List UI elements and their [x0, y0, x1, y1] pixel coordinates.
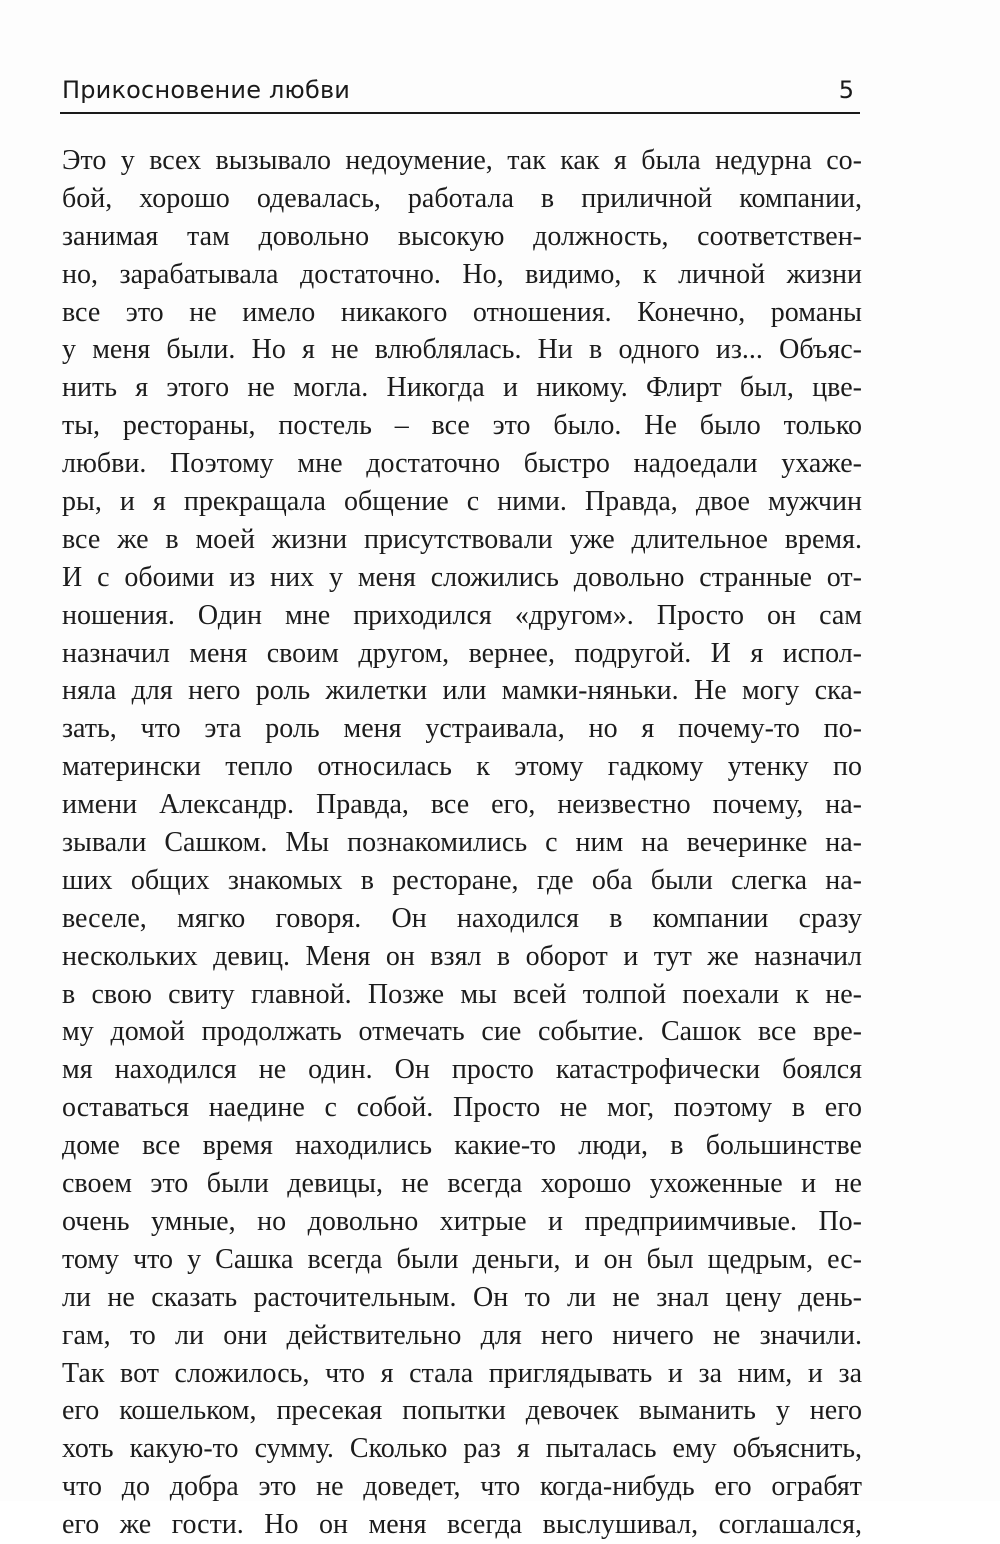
text-line: зывали Сашком. Мы познакомились с ним на вечеринке на- — [62, 827, 862, 859]
text-line: мя находился не один. Он просто катастрофически боялся — [62, 1054, 862, 1086]
text-line: зать, что эта роль меня устраивала, но я почему-то по- — [62, 713, 862, 745]
text-line: все это не имело никакого отношения. Конечно, романы — [62, 296, 862, 328]
text-line: ших общих знакомых в ресторане, где оба были слегка на- — [62, 864, 862, 896]
text-line: ты, рестораны, постель – все это было. Не было только — [62, 410, 862, 442]
text-line: доме все время находились какие-то люди, в большинстве — [62, 1130, 862, 1162]
text-line: хоть какую-то сумму. Сколько раз я пыталась ему объяснить, — [62, 1433, 862, 1465]
text-line: своем это были девицы, не всегда хорошо ухоженные и не — [62, 1168, 862, 1200]
text-line: все же в моей жизни присутствовали уже длительное время. — [62, 523, 862, 555]
text-line: гам, то ли они действительно для него ничего не значили. — [62, 1319, 862, 1351]
text-line: тому что у Сашка всегда были деньги, и он был щедрым, ес- — [62, 1243, 862, 1275]
text-line: Это у всех вызывало недоумение, так как я была недурна со- — [62, 145, 862, 176]
text-line: оставаться наедине с собой. Просто не мог, поэтому в его — [62, 1092, 862, 1124]
text-line: матерински тепло относилась к этому гадкому утенку по — [62, 751, 862, 783]
text-line: что до добра это не доведет, что когда-нибудь его ограбят — [62, 1471, 862, 1503]
running-header — [60, 76, 860, 114]
text-line: бой, хорошо одевалась, работала в приличной компании, — [62, 182, 862, 214]
running-title: Прикосновение любви — [62, 76, 351, 104]
text-line: ры, и я прекращала общение с ними. Правда, двое мужчин — [62, 486, 862, 518]
text-line: его кошельком, пресекая попытки девочек выманить у него — [62, 1395, 862, 1427]
text-line: любви. Поэтому мне достаточно быстро надоедали ухаже- — [62, 448, 862, 480]
text-line: назначил меня своим другом, вернее, подругой. И я испол- — [62, 637, 862, 669]
text-line: нить я этого не могла. Никогда и никому. Флирт был, цве- — [62, 372, 862, 404]
text-line: в свою свиту главной. Позже мы всей толпой поехали к не- — [62, 978, 862, 1010]
text-line: му домой продолжать отмечать сие событие. Сашок все вре- — [62, 1016, 862, 1048]
text-line: его же гости. Но он меня всегда выслушивал, соглашался, — [62, 1509, 862, 1541]
text-line: няла для него роль жилетки или мамки-няньки. Не могу ска- — [62, 675, 862, 707]
text-line: ношения. Один мне приходился «другом». Просто он сам — [62, 599, 862, 631]
page-number: 5 — [838, 76, 854, 104]
body-text — [62, 142, 862, 1544]
text-line: нескольких девиц. Меня он взял в оборот и тут же назначил — [62, 940, 862, 972]
text-line: но, зарабатывала достаточно. Но, видимо, к личной жизни — [62, 258, 862, 290]
text-line: имени Александр. Правда, все его, неизвестно почему, на- — [62, 789, 862, 821]
text-line: ли не сказать расточительным. Он то ли не знал цену день- — [62, 1281, 862, 1313]
text-line: Так вот сложилось, что я стала приглядывать и за ним, и за — [62, 1357, 862, 1389]
text-line: веселе, мягко говоря. Он находился в компании сразу — [62, 902, 862, 934]
text-line: занимая там довольно высокую должность, соответствен- — [62, 220, 862, 252]
text-line: очень умные, но довольно хитрые и предприимчивые. По- — [62, 1205, 862, 1237]
text-line: И с обоими из них у меня сложились довольно странные от- — [62, 561, 862, 593]
text-line: у меня были. Но я не влюблялась. Ни в одного из... Объяс- — [62, 334, 862, 366]
